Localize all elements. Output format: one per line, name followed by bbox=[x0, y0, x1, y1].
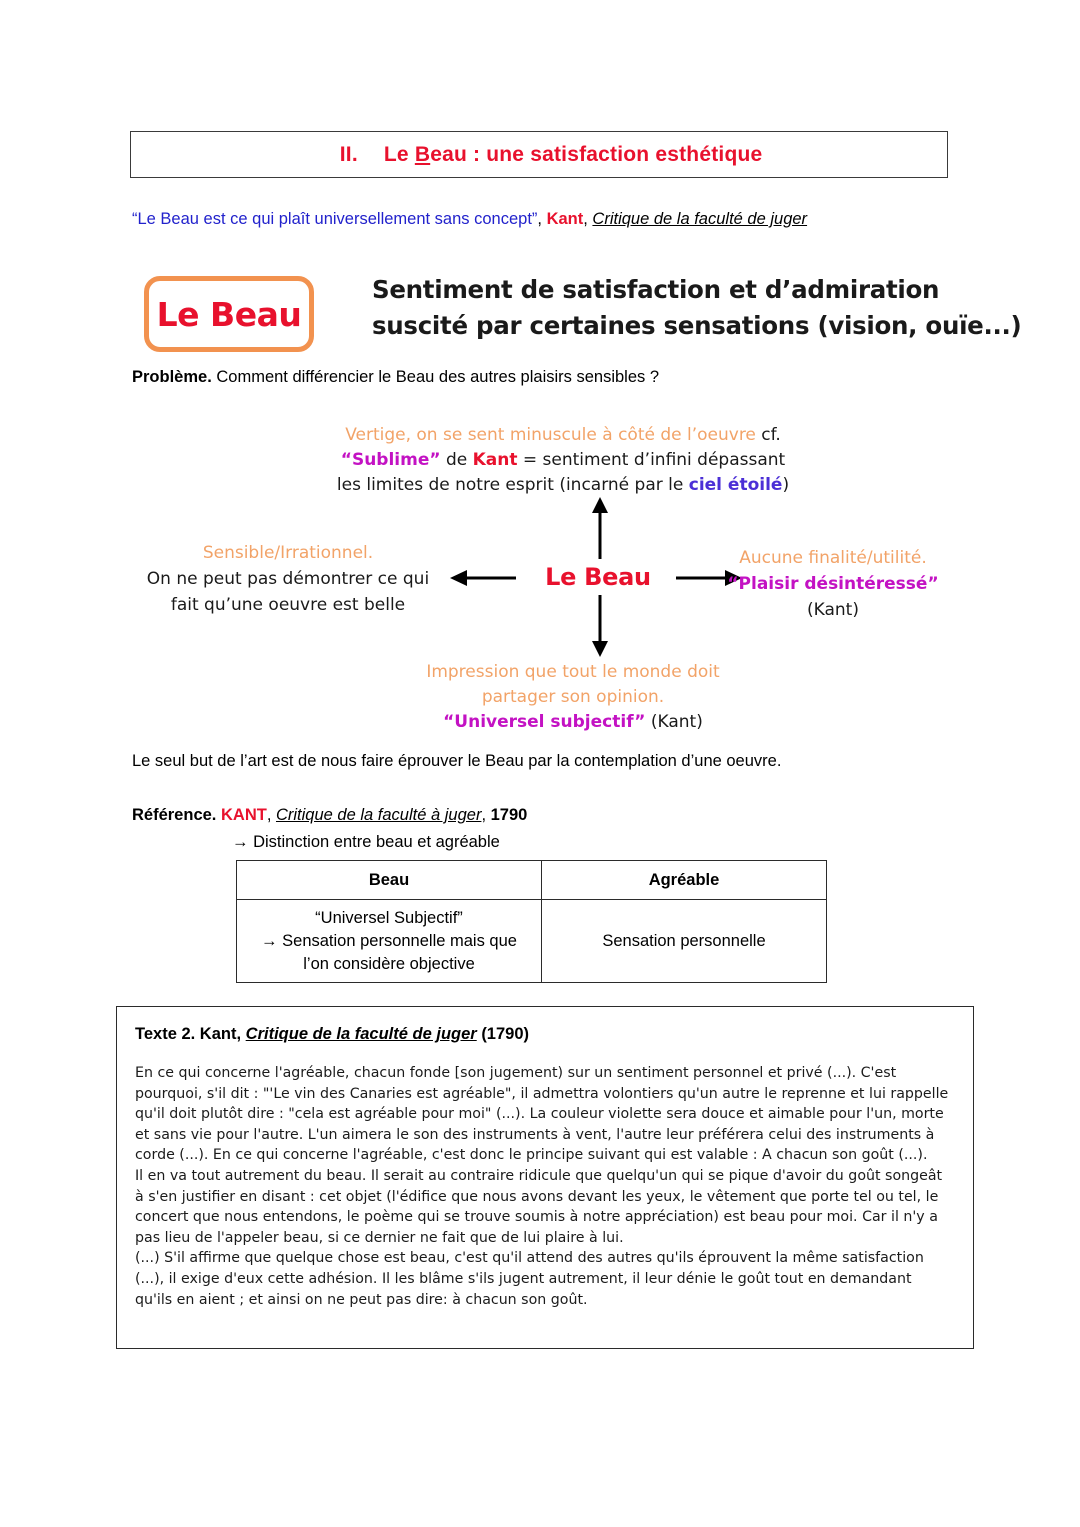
diagram-left-line-2: On ne peut pas démontrer ce qui bbox=[146, 569, 430, 589]
texte-2-paragraph-3: (...) S'il affirme que quelque chose est beau, c'est qu'il attend des autres qu'ils éprouvent la même satisfaction (...), il exige d'eux cette adhésion. Il les blâme s'ils jugent autrement, il leur dénie le goût tout en demandant qu'ils en aient ; et ainsi on ne peut pas dire: à chacun son goût. bbox=[135, 1250, 924, 1308]
definition-line-1: Sentiment de satisfaction et d’admiration bbox=[372, 275, 940, 304]
section-title-underlined-letter: B bbox=[414, 142, 431, 166]
diagram-top-line1-orange: Vertige, on se sent minuscule à côté de l’oeuvre bbox=[345, 425, 756, 445]
diagram-top-line-3 bbox=[303, 473, 823, 498]
quote-sep-1: , bbox=[537, 210, 547, 228]
section-title-after: eau : une satisfaction esthétique bbox=[430, 142, 763, 166]
probleme-line bbox=[132, 368, 659, 387]
art-purpose-sentence: Le seul but de l’art est de nous faire éprouver le Beau par la contemplation d’une oeuvre. bbox=[132, 752, 782, 770]
diagram-center-node bbox=[508, 563, 688, 591]
reference-sep-2: , bbox=[481, 806, 491, 824]
table-row bbox=[237, 900, 827, 983]
diagram-top-line3-pre: les limites de notre esprit (incarné par le bbox=[336, 475, 689, 495]
diagram-top-line-1 bbox=[303, 423, 823, 448]
texte-2-box bbox=[116, 1006, 974, 1349]
quote-author: Kant bbox=[546, 210, 584, 228]
table-cell-beau bbox=[237, 900, 542, 983]
arrow-down-icon bbox=[585, 595, 615, 657]
le-beau-definition-banner bbox=[144, 272, 1022, 360]
diagram-bottom-line-2: partager son opinion. bbox=[481, 687, 665, 707]
diagram-top-line-2 bbox=[303, 448, 823, 473]
texte-2-title bbox=[135, 1025, 953, 1044]
reference-sep-1: , bbox=[266, 806, 276, 824]
diagram-top-kant: Kant bbox=[472, 450, 518, 470]
diagram-branch-bottom bbox=[373, 660, 773, 735]
reference-line bbox=[132, 806, 527, 825]
arrow-up-icon bbox=[585, 497, 615, 559]
table-cell-beau-line-2: → Sensation personnelle mais que bbox=[261, 931, 517, 950]
le-beau-definition-text bbox=[372, 272, 1022, 344]
reference-author: KANT bbox=[220, 806, 267, 824]
diagram-branch-left bbox=[128, 540, 448, 618]
texte-2-work-title: Critique de la faculté de juger bbox=[245, 1025, 477, 1043]
diagram-branch-right bbox=[703, 545, 963, 623]
section-heading-box bbox=[130, 131, 948, 178]
diagram-branch-top bbox=[303, 423, 823, 498]
diagram-right-kant: (Kant) bbox=[807, 600, 859, 620]
quote-text: “Le Beau est ce qui plaît universellement sans concept” bbox=[132, 210, 538, 228]
texte-2-year: (1790) bbox=[481, 1025, 530, 1043]
diagram-top-line2-rest: = sentiment d’infini dépassant bbox=[517, 450, 786, 470]
probleme-label: Problème. bbox=[132, 368, 212, 386]
diagram-top-line2-mid: de bbox=[440, 450, 473, 470]
le-beau-badge bbox=[144, 276, 314, 352]
diagram-bottom-universel: “Universel subjectif” bbox=[443, 712, 646, 732]
le-beau-mind-map bbox=[128, 415, 958, 740]
le-beau-badge-label: Le Beau bbox=[156, 294, 302, 334]
diagram-right-line-1: Aucune finalité/utilité. bbox=[739, 548, 927, 568]
section-number: II. bbox=[339, 142, 358, 166]
table-cell-agreable: Sensation personnelle bbox=[542, 900, 827, 983]
kant-quote-line bbox=[132, 208, 962, 230]
table-cell-beau-line-1: “Universel Subjectif” bbox=[315, 908, 463, 927]
texte-2-paragraph-2: Il en va tout autrement du beau. Il serait au contraire ridicule que quelqu'un qui se pique d'avoir du goût songeât à s'en justifier en disant : cet objet (l'édifice que nous avons devant les yeux, le vêtement que porte tel ou tel, le concert que nous entendons, le poème qui se trouve soumis à notre appréciation) est beau pour moi. Car il n'y a pas lieu de l'appeler beau, si ce dernier ne fait que de lui plaire à lui. bbox=[135, 1167, 943, 1246]
reference-year: 1790 bbox=[490, 806, 528, 824]
diagram-top-line1-black: cf. bbox=[755, 425, 781, 445]
page-title bbox=[316, 119, 763, 191]
diagram-bottom-kant: (Kant) bbox=[645, 712, 703, 732]
table-header-beau: Beau bbox=[237, 861, 542, 900]
diagram-top-line3-post: ) bbox=[782, 475, 790, 495]
reference-work-title: Critique de la faculté à juger bbox=[275, 806, 482, 824]
probleme-text: Comment différencier le Beau des autres plaisirs sensibles ? bbox=[211, 368, 660, 386]
diagram-top-sublime: “Sublime” bbox=[340, 450, 441, 470]
quote-sep-2: , bbox=[583, 210, 593, 228]
arrow-left-icon bbox=[450, 565, 516, 591]
diagram-left-line-1: Sensible/Irrationnel. bbox=[202, 543, 374, 563]
texte-2-body bbox=[135, 1063, 953, 1310]
table-header-agreable: Agréable bbox=[542, 861, 827, 900]
table-cell-beau-line-3: l’on considère objective bbox=[303, 954, 475, 973]
quote-work-title: Critique de la faculté de juger bbox=[592, 210, 808, 228]
reference-label: Référence. bbox=[132, 806, 217, 824]
diagram-right-line-2 bbox=[703, 571, 963, 623]
diagram-center-label: Le Beau bbox=[545, 563, 651, 591]
section-title-before: Le bbox=[383, 142, 415, 166]
diagram-bottom-line-1: Impression que tout le monde doit bbox=[426, 662, 720, 682]
diagram-left-line-3: fait qu’une oeuvre est belle bbox=[170, 595, 406, 615]
diagram-bottom-line-3 bbox=[373, 710, 773, 735]
diagram-top-ciel-etoile: ciel étoilé bbox=[688, 475, 783, 495]
distinction-line: → Distinction entre beau et agréable bbox=[232, 833, 500, 851]
table-header-row bbox=[237, 861, 827, 900]
definition-line-2: suscité par certaines sensations (vision, ouïe...) bbox=[372, 311, 1022, 340]
diagram-right-plaisir: “Plaisir désintéressé” bbox=[727, 574, 939, 594]
texte-2-paragraph-1: En ce qui concerne l'agréable, chacun fonde [son jugement) sur un sentiment personnel et privé (...). C'est pourquoi, s'il dit : "'Le vin des Canaries est agréable", il admettra volontiers qu'un autre le reprenne et lui rappelle qu'il doit plutôt dire : "cela est agréable pour moi" (...). La couleur violette sera douce et aimable pour l'un, morte et sans vie pour l'autre. L'un aimera le son des instruments à vent, l'autre leur préférera celui des instruments à corde (...). En ce qui concerne l'agréable, c'est donc le principe suivant qui est valable : A chacun son goût (...). bbox=[135, 1065, 949, 1164]
texte-2-label: Texte 2. Kant, bbox=[135, 1025, 242, 1043]
beau-agreable-table bbox=[236, 860, 827, 983]
